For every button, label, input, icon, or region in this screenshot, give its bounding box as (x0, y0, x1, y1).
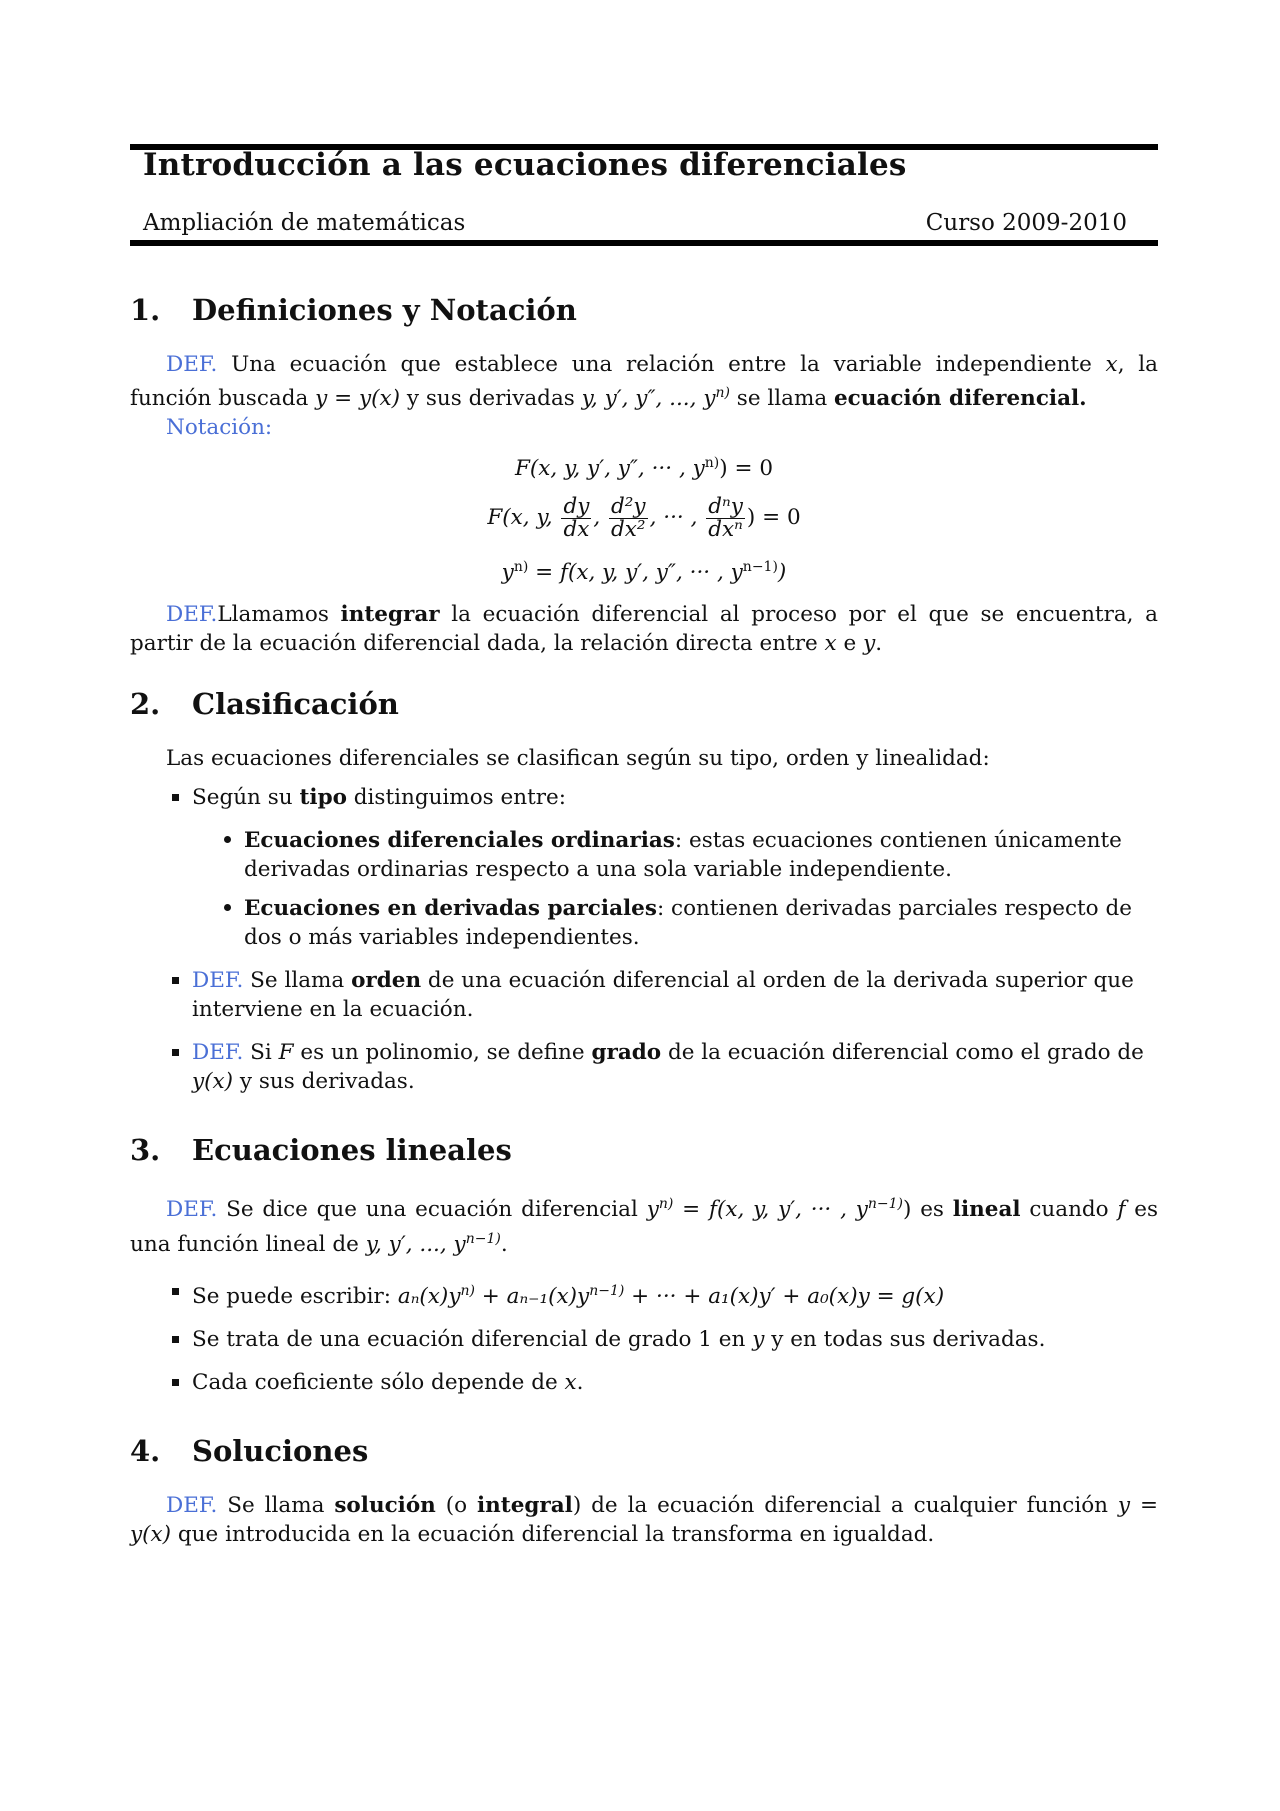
section-number: 2. (130, 687, 161, 722)
equation-explicit: $y^{n)} = f(x$, y, y′, y″, ··· , $y^{n-1)}$) (501, 559, 787, 586)
linear-properties-list (172, 1277, 1158, 1397)
list-item: Se trata de una ecuación diferencial de grado 1 en y y en todas sus derivadas. (172, 1325, 1158, 1354)
section-title: Soluciones (192, 1433, 369, 1468)
def-label: DEF. (166, 1492, 218, 1518)
definition-ecuacion-diferencial: DEF. Una ecuación que establece una relación entre la variable independiente x, la función buscada y = y(x) y sus derivadas y, y′, y″, ..., $y^{n)}$ se llama ecuación diferencial. (130, 352, 1158, 412)
def-label: DEF. (192, 1040, 244, 1066)
def-label: DEF. (166, 1197, 218, 1223)
definition-lineal: DEF. Se dice que una ecuación diferencial $y^{n)} = f(x$, y, y′, ··· , $y^{n-1)}$) es lineal cuando f es una función lineal de y, y′, ..., $y^{n-1)}$. (130, 1196, 1158, 1257)
def-label: DEF. (166, 602, 218, 628)
document-body (130, 290, 1158, 1549)
list-item: Cada coeficiente sólo depende de x. (172, 1368, 1158, 1397)
list-item: Ecuaciones diferenciales ordinarias: estas ecuaciones contienen únicamente derivadas ordinarias respecto a una sola variable independiente. (222, 826, 1158, 884)
section-title: Definiciones y Notación (192, 293, 577, 327)
document-title: Introducción a las ecuaciones diferenciales (143, 147, 907, 183)
section-1-heading (130, 290, 1158, 330)
equation-leibniz: F(x, y, $\frac{dy}{dx}$ , $\frac{\text{d²y}}{\text{dx²}}$ , ··· , $\frac{\text{dⁿy}}{\text{dxⁿ}}$ ) = 0 (487, 493, 801, 542)
equation-implicit: F(x, y, y′, y″, ··· , $y^{n)}) = 0$ (515, 455, 773, 482)
classification-list (172, 783, 1158, 1096)
section-2-heading (130, 684, 1158, 724)
def-label: DEF. (166, 352, 218, 377)
header-subject: Ampliación de matemáticas (143, 210, 466, 236)
header-course: Curso 2009-2010 (925, 210, 1127, 236)
header-bottom-rule (130, 240, 1158, 246)
definition-integrar: DEF.Llamamos integrar la ecuación diferencial al proceso por el que se encuentra, a partir de la ecuación diferencial dada, la relación directa entre x e y. (130, 602, 1158, 657)
section-4-heading (130, 1431, 1158, 1471)
section-number: 4. (130, 1433, 161, 1468)
section-number: 3. (130, 1133, 161, 1168)
section-number: 1. (130, 293, 161, 327)
notation-label: Notación: (166, 415, 273, 441)
list-item: Ecuaciones en derivadas parciales: contienen derivadas parciales respecto de dos o más variables independientes. (222, 894, 1158, 952)
type-sublist (222, 826, 1158, 952)
definition-solucion: DEF. Se llama solución (o integral) de la ecuación diferencial a cualquier función y = y(x) que introducida en la ecuación diferencial la transforma en igualdad. (130, 1492, 1158, 1547)
def-label: DEF. (192, 968, 244, 994)
list-item: DEF. Se llama orden de una ecuación diferencial al orden de la derivada superior que interviene en la ecuación. (172, 966, 1158, 1024)
notation-equations (130, 444, 1158, 592)
list-item: Se puede escribir: $a_n(x)y^{n)} + a_{n-1}(x)y^{n-1)}$ + ··· + a₁(x)y′ + a₀(x)y = g(x) (172, 1277, 1158, 1311)
list-item: Según su tipo distinguimos entre: Ecuaciones diferenciales ordinarias: estas ecuaciones contienen únicamente derivadas ordinarias respecto a una sola variable independiente. Ecuaciones en derivadas parciales: contienen derivadas parciales respecto de dos o más variables independientes. (172, 783, 1158, 952)
classification-intro: Las ecuaciones diferenciales se clasifican según su tipo, orden y linealidad: (166, 746, 990, 772)
section-title: Clasificación (192, 687, 399, 722)
list-item: DEF. Si F es un polinomio, se define grado de la ecuación diferencial como el grado de y(x) y sus derivadas. (172, 1038, 1158, 1096)
section-title: Ecuaciones lineales (192, 1133, 512, 1168)
section-3-heading (130, 1130, 1158, 1170)
